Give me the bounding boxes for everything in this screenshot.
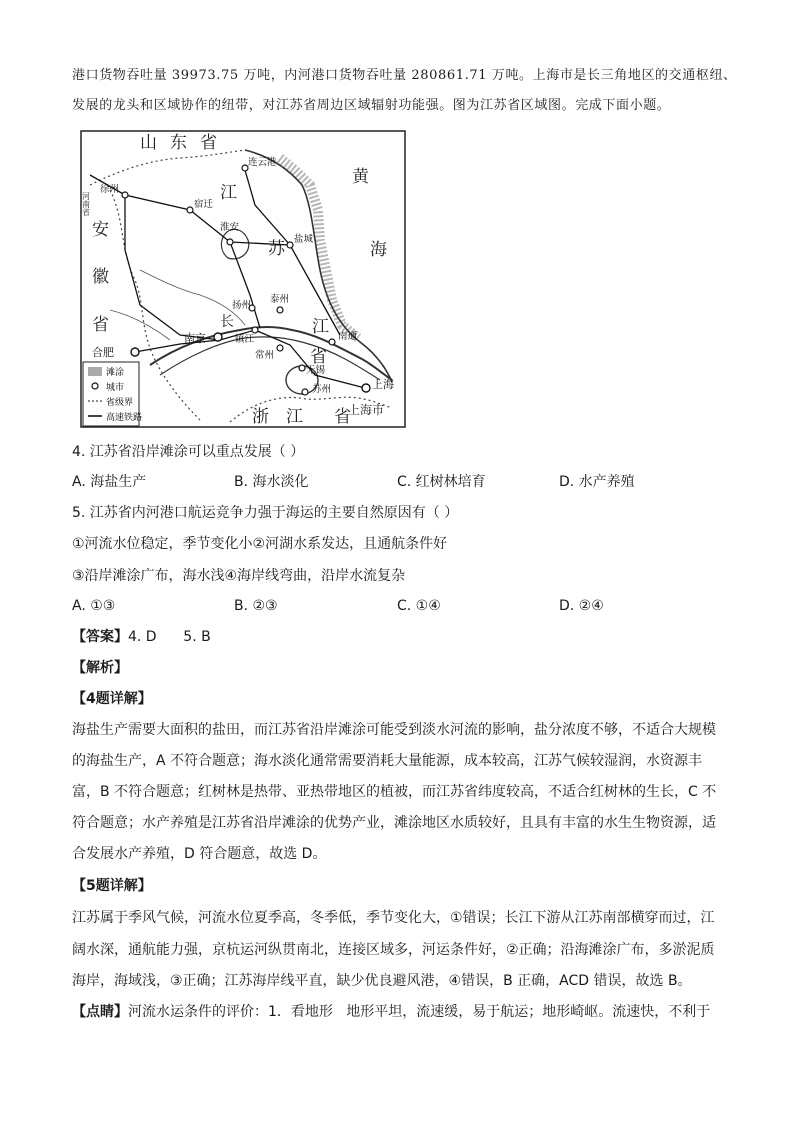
city-wuxi: 无锡 <box>306 365 326 376</box>
label-shandong-1: 山 <box>140 133 157 153</box>
analysis-label: 【解析】 <box>72 660 128 676</box>
detail-5-line-3: 海岸，海域浅，③正确；江苏海岸线平直，缺少优良避风港，④错误，B 正确，ACD 错误，故选 B。 <box>72 973 692 989</box>
detail-4-line-3: 富，B 不符合题意；红树林是热带、亚热带地区的植被，而江苏省纬度较高，不适合红树林的生长，C 不 <box>72 784 717 800</box>
city-taizhou: 泰州 <box>270 294 290 305</box>
label-huanghai-1: 黄 <box>352 167 369 187</box>
detail-4-line-1: 海盐生产需要大面积的盐田，而江苏省沿岸滩涂可能受到淡水河流的影响，盐分浓度不够，不适合大规模 <box>72 722 716 738</box>
city-zhenjiang: 镇江 <box>235 334 255 345</box>
answer-text: 4. D 5. B <box>128 629 211 645</box>
q5-option-c: C. ①④ <box>397 598 441 614</box>
city-legend-marker <box>92 383 98 389</box>
detail-4-line-2: 的海盐生产，A 不符合题意；海水淡化通常需要消耗大量能源，成本较高，江苏气候较湿润，水资源丰 <box>72 753 703 769</box>
city-lianyungang: 连云港 <box>248 157 277 168</box>
detail-4-line-4: 符合题意；水产养殖是江苏省沿岸滩涂的优势产业，滩涂地区水质较好，且具有丰富的水生生物资源，适 <box>72 815 716 831</box>
label-jiangsu-2: 苏 <box>268 239 285 259</box>
q4-option-a: A. 海盐生产 <box>72 474 147 490</box>
map-legend <box>83 362 142 426</box>
city-xuzhou: 徐州 <box>100 184 120 195</box>
beach-legend-swatch <box>88 367 102 376</box>
q5-statement-2: ③沿岸滩涂广布，海水浅④海岸线弯曲，沿岸水流复杂 <box>72 568 406 584</box>
detail-5-label: 【5题详解】 <box>72 878 152 894</box>
q4-stem: 4. 江苏省沿岸滩涂可以重点发展（ ） <box>72 444 305 460</box>
label-jiangsu-1: 江 <box>220 183 237 203</box>
jiangsu-region-map <box>80 130 406 428</box>
label-zhejiang-2: 江 <box>286 407 303 427</box>
legend-beach: 滩涂 <box>106 368 125 378</box>
legend-province-border: 省级界 <box>106 398 134 408</box>
label-jiangsu-3: 江 <box>312 317 329 337</box>
label-changjiang: 长 <box>220 314 234 330</box>
label-shandong-2: 东 <box>170 133 187 153</box>
label-zhejiang-1: 浙 <box>252 407 269 427</box>
label-huanghai-2: 海 <box>370 240 387 260</box>
legend-railway: 高速铁路 <box>106 413 143 423</box>
q4-option-d: D. 水产养殖 <box>559 474 635 490</box>
tip-text: 河流水运条件的评价：1．看地形 地形平坦，流速缓，易于航运；地形崎岖。流速快，不利于 <box>128 1004 711 1020</box>
q4-option-b: B. 海水淡化 <box>234 474 309 490</box>
label-jiangsu-4: 省 <box>310 347 327 367</box>
intro-line-1: 港口货物吞吐量 39973.75 万吨，内河港口货物吞吐量 280861.71 万吨。上海市是长三角地区的交通枢纽、 <box>72 68 737 83</box>
city-yancheng: 盐城 <box>294 234 314 245</box>
city-suqian: 宿迁 <box>194 199 214 210</box>
tip-label: 【点睛】 <box>72 1004 128 1020</box>
label-anhui-3: 省 <box>92 315 109 335</box>
q5-option-b: B. ②③ <box>234 598 278 614</box>
tip-row <box>72 1002 710 1022</box>
label-anhui-2: 徽 <box>92 267 109 287</box>
answer-row <box>72 627 211 647</box>
city-yangzhou: 扬州 <box>232 300 252 311</box>
city-suzhou: 苏州 <box>312 384 332 395</box>
q4-option-c: C. 红树林培育 <box>397 474 486 490</box>
answer-label: 【答案】 <box>72 629 128 645</box>
city-hefei: 合肥 <box>92 346 114 359</box>
city-shanghai: 上海 <box>372 378 394 391</box>
city-nantong: 南通 <box>338 331 358 342</box>
label-anhui-1: 安 <box>92 220 109 240</box>
detail-5-line-2: 阔水深，通航能力强，京杭运河纵贯南北，连接区域多，河运条件好，②正确；沿海滩涂广布，多淤泥质 <box>72 942 715 958</box>
label-zhejiang-3: 省 <box>334 407 351 427</box>
q5-option-d: D. ②④ <box>559 598 604 614</box>
intro-line-2: 发展的龙头和区域协作的纽带，对江苏省周边区域辐射功能强。图为江苏省区域图。完成下面小题。 <box>72 98 671 113</box>
detail-5-line-1: 江苏属于季风气候，河流水位夏季高，冬季低，季节变化大，①错误；长江下游从江苏南部横穿而过，江 <box>72 910 715 926</box>
label-shanghai-city: 上海市 <box>348 403 385 417</box>
q5-stem: 5. 江苏省内河港口航运竞争力强于海运的主要自然原因有（ ） <box>72 505 459 521</box>
label-henan: 河南省 <box>81 192 91 216</box>
legend-city: 城市 <box>106 383 125 393</box>
detail-4-line-5: 合发展水产养殖，D 符合题意，故选 D。 <box>72 846 327 862</box>
detail-4-label: 【4题详解】 <box>72 691 152 707</box>
label-shandong-3: 省 <box>200 133 217 153</box>
city-huaian: 淮安 <box>220 222 240 233</box>
q5-option-a: A. ①③ <box>72 598 116 614</box>
q5-statement-1: ①河流水位稳定，季节变化小②河湖水系发达，且通航条件好 <box>72 536 448 552</box>
city-changzhou: 常州 <box>255 350 275 361</box>
city-nanjing: 南京 <box>184 332 206 345</box>
